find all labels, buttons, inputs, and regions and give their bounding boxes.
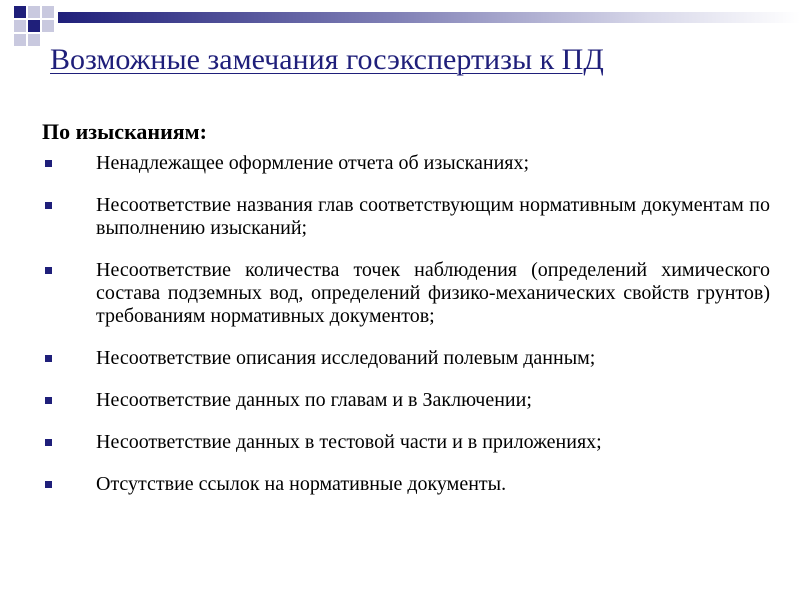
section-subheading: По изысканиям: (42, 119, 207, 144)
decor-square (28, 6, 40, 18)
square-bullet-icon (45, 397, 52, 404)
decor-square (42, 20, 54, 32)
decor-gradient-bar (58, 12, 800, 23)
remarks-list (42, 152, 770, 496)
decor-square (28, 20, 40, 32)
list-item-text: Несоответствие описания исследований полевым данным; (96, 347, 596, 369)
decor-square (14, 34, 26, 46)
list-item-text: Отсутствие ссылок на нормативные документы. (96, 473, 507, 495)
square-bullet-icon (45, 439, 52, 446)
list-item-text: Несоответствие данных в тестовой части и в приложениях; (96, 431, 602, 453)
list-item (42, 473, 770, 496)
list-item (42, 389, 770, 412)
list-item (42, 194, 770, 240)
decor-square (14, 20, 26, 32)
list-item (42, 259, 770, 328)
list-item-text: Несоответствие данных по главам и в Заключении; (96, 389, 532, 411)
decor-square (14, 6, 26, 18)
decor-square (28, 34, 40, 46)
list-item (42, 347, 770, 370)
square-bullet-icon (45, 202, 52, 209)
square-bullet-icon (45, 481, 52, 488)
list-item-text: Ненадлежащее оформление отчета об изысканиях; (96, 152, 530, 174)
list-item (42, 431, 770, 454)
decor-square (42, 6, 54, 18)
slide-title: Возможные замечания госэкспертизы к ПД (50, 43, 604, 76)
slide-content (42, 118, 770, 515)
square-bullet-icon (45, 355, 52, 362)
list-item (42, 152, 770, 175)
list-item-text: Несоответствие названия глав соответствующим нормативным документам по выполнению изысканий; (96, 194, 770, 239)
list-item-text: Несоответствие количества точек наблюдения (определений химического состава подземных вод, определений физико-механических свойств грунтов) требованиям нормативных документов; (96, 259, 770, 327)
square-bullet-icon (45, 160, 52, 167)
square-bullet-icon (45, 267, 52, 274)
